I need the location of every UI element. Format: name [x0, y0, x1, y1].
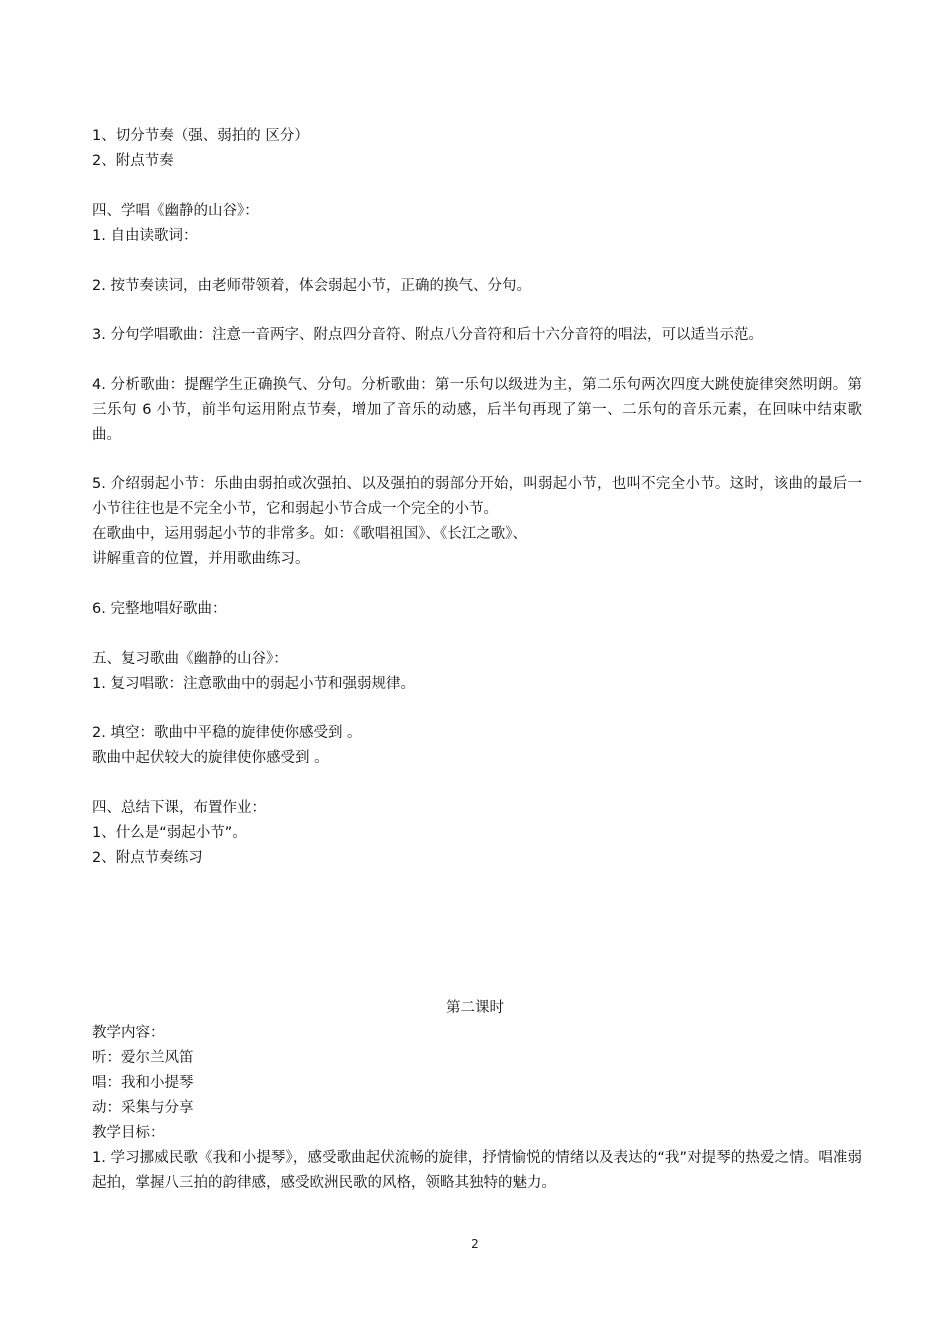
step-2: 2. 按节奏读词，由老师带领着，体会弱起小节，正确的换气、分句。 [92, 278, 531, 294]
content-item-sing: 唱：我和小提琴 [92, 1075, 194, 1091]
step-5-examples: 在歌曲中，运用弱起小节的非常多。如：《歌唱祖国》、《长江之歌》、 [92, 526, 527, 542]
step-1: 1. 自由读歌词： [92, 228, 198, 244]
step-5-accent-note: 讲解重音的位置，并用歌曲练习。 [92, 551, 310, 567]
content-item-move: 动：采集与分享 [92, 1100, 194, 1116]
review-fill-blank-2: 歌曲中起伏较大的旋律使你感受到 。 [92, 750, 329, 766]
goals-label: 教学目标： [92, 1125, 165, 1141]
content-label: 教学内容： [92, 1025, 165, 1041]
rhythm-item-2: 2、附点节奏 [92, 153, 174, 169]
review-fill-blank-1: 2. 填空：歌曲中平稳的旋律使你感受到 。 [92, 725, 362, 741]
section-heading-summary: 四、总结下课，布置作业： [92, 800, 266, 816]
homework-item-2: 2、附点节奏练习 [92, 850, 203, 866]
step-6: 6. 完整地唱好歌曲： [92, 601, 227, 617]
section-heading-review: 五、复习歌曲《幽静的山谷》： [92, 651, 288, 667]
step-3: 3. 分句学唱歌曲：注意一音两字、附点四分音符、附点八分音符和后十六分音符的唱法，可以适当示范。 [92, 327, 763, 343]
goal-1-paragraph: 1. 学习挪威民歌《我和小提琴》，感受歌曲起伏流畅的旋律，抒情愉悦的情绪以及表达的“我”对提琴的热爱之情。唱准弱起拍，掌握八三拍的韵律感，感受欧洲民歌的风格，领略其独特的魅力。 [92, 1150, 862, 1191]
step-4-paragraph: 4. 分析歌曲：提醒学生正确换气、分句。分析歌曲：第一乐句以级进为主，第二乐句两次四度大跳使旋律突然明朗。第三乐句 6 小节，前半句运用附点节奏，增加了音乐的动感，后半句再现了第一、二乐句的音乐元素，在回味中结束歌曲。 [92, 377, 862, 443]
step-5-paragraph: 5. 介绍弱起小节：乐曲由弱拍或次强拍、以及强拍的弱部分开始，叫弱起小节，也叫不完全小节。这时，该曲的最后一小节往往也是不完全小节，它和弱起小节合成一个完全的小节。 [92, 476, 862, 517]
lesson-title: 第二课时 [446, 1000, 504, 1016]
rhythm-item-1: 1、切分节奏（强、弱拍的 区分） [92, 128, 309, 144]
homework-item-1: 1、什么是“弱起小节”。 [92, 825, 247, 841]
page-number: 2 [471, 1237, 479, 1251]
section-heading-learn-song: 四、学唱《幽静的山谷》： [92, 203, 259, 219]
content-item-listen: 听：爱尔兰风笛 [92, 1050, 194, 1066]
review-item-1: 1. 复习唱歌：注意歌曲中的弱起小节和强弱规律。 [92, 676, 415, 692]
